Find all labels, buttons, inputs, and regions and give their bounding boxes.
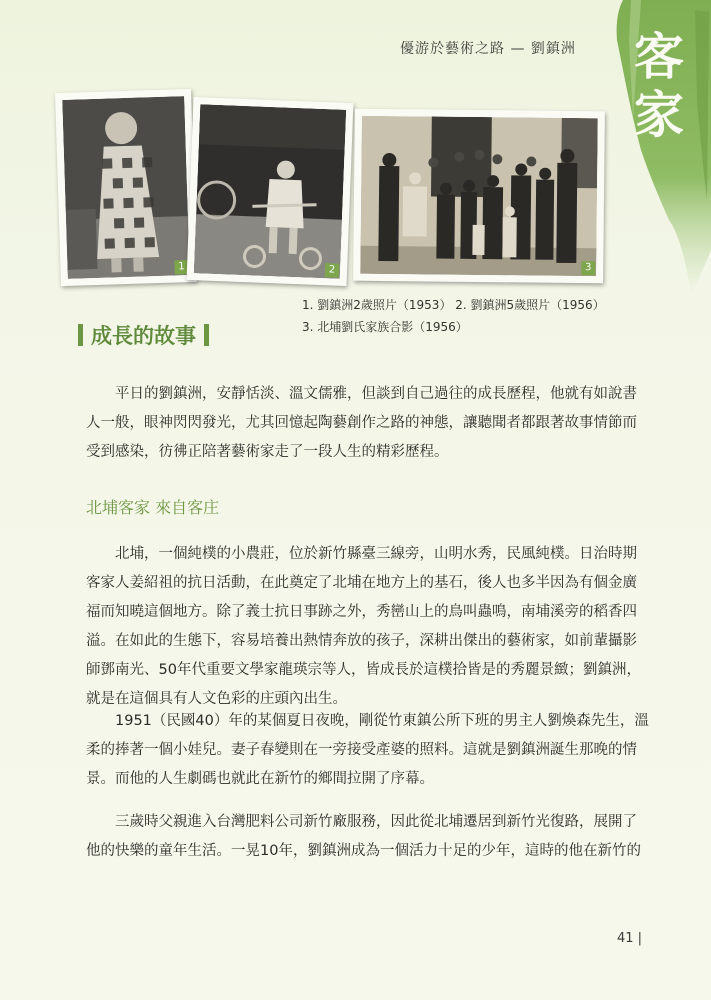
page-number: 41 | (617, 931, 643, 946)
paragraph-line: 北埔，一個純樸的小農莊，位於新竹縣臺三線旁，山明水秀，民風純樸。日治時期 (115, 546, 637, 562)
photo-family-image (360, 116, 598, 276)
heading-bar-left (78, 324, 83, 346)
photo-toddler-image (62, 96, 190, 279)
photo-number-badge: 3 (581, 261, 595, 275)
subheading: 北埔客家 來自客庄 (86, 498, 220, 517)
photo-number-badge: 2 (325, 263, 340, 278)
hakka-char-2: 家 (634, 85, 684, 144)
photo-tricycle-image (194, 104, 346, 278)
paragraph (86, 540, 641, 714)
heading-bar-right (204, 324, 209, 346)
paragraph-line: 客家人姜紹祖的抗日活動，在此奠定了北埔在地方上的基石，後人也多半因為有個金廣 (86, 575, 637, 591)
paragraph (86, 380, 636, 467)
paragraph-line: 平日的劉鎮洲，安靜恬淡、溫文儒雅，但談到自己過往的成長歷程，他就有如說書 (115, 386, 637, 402)
paragraph-line: 師鄧南光、50年代重要文學家龍瑛宗等人，皆成長於這樸拾皆是的秀麗景緻；劉鎮洲， (86, 662, 641, 678)
hakka-char-1: 客 (634, 27, 684, 86)
paragraph-line: 他的快樂的童年生活。一晃10年，劉鎮洲成為一個活力十足的少年，這時的他在新竹的 (86, 843, 641, 859)
paragraph-line: 人一般，眼神閃閃發光，尤其回憶起陶藝創作之路的神態，讓聽聞者都跟著故事情節而 (86, 415, 637, 431)
hakka-vertical-label (631, 28, 687, 144)
paragraph (86, 808, 641, 866)
paragraph-line: 福而知曉這個地方。除了義士抗日事跡之外，秀巒山上的鳥叫蟲鳴，南埔溪旁的稻香四 (86, 604, 637, 620)
paragraph-line: 柔的捧著一個小娃兒。妻子春變則在一旁接受產婆的照料。這就是劉鎮洲誕生那晚的情 (86, 742, 637, 758)
paragraph-line: 三歲時父親進入台灣肥料公司新竹廠服務，因此從北埔遷居到新竹光復路，展開了 (115, 814, 637, 830)
photo-tricycle (187, 97, 354, 286)
photo-family-portrait (353, 109, 605, 284)
section-heading-text: 成長的故事 (91, 324, 196, 348)
photo-number-badge: 1 (174, 260, 188, 274)
caption-line: 1. 劉鎮洲2歲照片（1953） 2. 劉鎮洲5歲照片（1956） (302, 298, 605, 312)
paragraph-line: 1951（民國40）年的某個夏日夜晚，剛從竹東鎮公所下班的男主人劉煥森先生，溫 (115, 713, 649, 729)
photo-caption (302, 294, 605, 338)
caption-line: 3. 北埔劉氏家族合影（1956） (302, 320, 468, 334)
paragraph-line: 就是在這個具有人文色彩的庄頭內出生。 (86, 691, 347, 707)
paragraph-line: 景。而他的人生劇碼也就此在新竹的鄉間拉開了序幕。 (86, 771, 434, 787)
photo-toddler (55, 89, 197, 286)
paragraph (86, 707, 649, 794)
paragraph-line: 受到感染，彷彿正陪著藝術家走了一段人生的精彩歷程。 (86, 444, 449, 460)
section-heading (78, 320, 209, 350)
running-header: 優游於藝術之路 — 劉鎮洲 (400, 41, 576, 57)
paragraph-line: 溢。在如此的生態下，容易培養出熱情奔放的孩子，深耕出傑出的藝術家，如前輩攝影 (86, 633, 637, 649)
